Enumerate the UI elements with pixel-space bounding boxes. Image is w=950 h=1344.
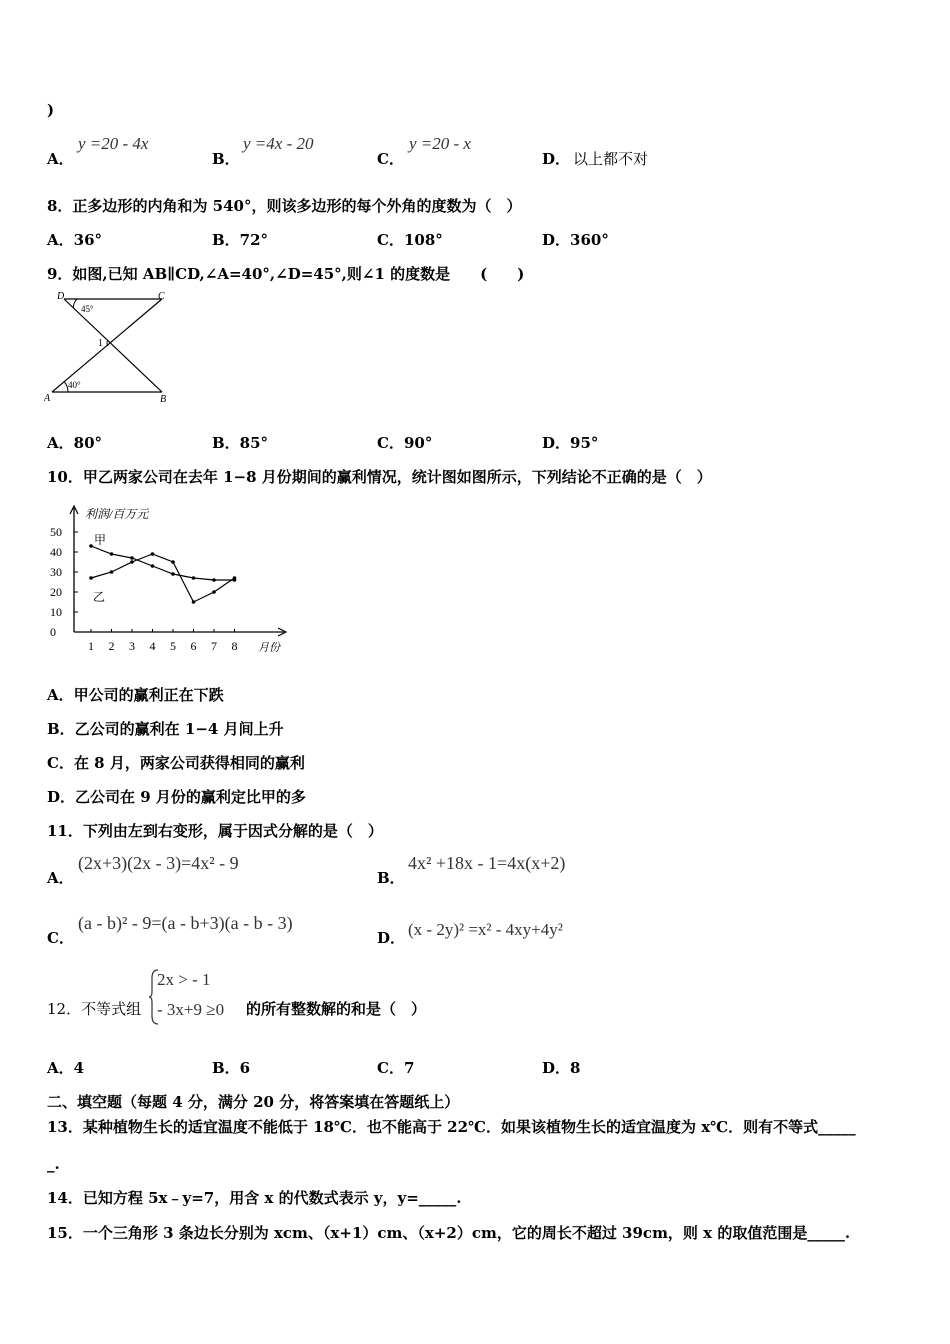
chart-xlabel: 月份 (258, 642, 280, 654)
label-d: D (57, 291, 65, 302)
q8-option-d: D．360° (542, 231, 609, 249)
series-jia-point (89, 544, 93, 548)
series-yi-point (171, 560, 175, 564)
y-tick-label: 0 (50, 625, 56, 639)
q12-line2: - 3x+9 ≥0 (157, 1000, 225, 1019)
q9-figure (44, 290, 174, 405)
q11-option-c-label: C． (47, 929, 74, 947)
chart-ylabel: 利润/百万元 (85, 507, 149, 521)
q7-option-a-label: A． (47, 150, 74, 168)
x-tick-label: 5 (170, 639, 176, 653)
q11-option-d-label: D． (377, 929, 406, 947)
series-jia-point (130, 556, 134, 560)
legend-yi: 乙 (93, 590, 106, 604)
q10-option-c: C．在 8 月，两家公司获得相同的赢利 (47, 754, 305, 772)
x-tick-label: 8 (231, 639, 238, 653)
series-yi-point (192, 600, 196, 604)
q12-prefix: 12．不等式组 (47, 1000, 142, 1018)
label-40: 40° (68, 380, 81, 390)
x-tick-label: 6 (190, 639, 197, 653)
q11-option-a-label: A． (47, 869, 74, 887)
q8-option-c: C．108° (377, 231, 443, 249)
q11-option-a-expr: (2x+3)(2x - 3)=4x² - 9 (78, 853, 239, 873)
q9-option-d: D．95° (542, 434, 599, 452)
segment-db (64, 299, 162, 392)
q11-stem: 11．下列由左到右变形，属于因式分解的是（ ） (47, 822, 383, 840)
q8-option-a: A．36° (47, 231, 103, 249)
q12-option-d: D．8 (542, 1059, 581, 1077)
series-jia-point (110, 552, 114, 556)
q10-stem: 10．甲乙两家公司在去年 1−8 月份期间的赢利情况，统计图如图所示，下列结论不正确的是（ ） (47, 468, 712, 486)
segment-ca (52, 299, 162, 392)
series-jia-point (171, 572, 175, 576)
series-jia-point (192, 576, 196, 580)
profit-line-chart (44, 500, 294, 660)
label-b: B (160, 394, 167, 405)
q15: 15．一个三角形 3 条边长分别为 xcm、（x+1）cm、（x+2）cm，它的周长不超过 39cm，则 x 的取值范围是_____. (47, 1224, 851, 1242)
series-yi-point (130, 560, 134, 564)
series-yi-line (91, 554, 235, 602)
y-tick-label: 50 (50, 525, 62, 539)
q7-option-c-label: C． (377, 150, 404, 168)
q14: 14．已知方程 5x﹣y=7，用含 x 的代数式表示 y，y=_____. (47, 1189, 462, 1207)
q9-stem: 9．如图,已知 AB∥CD,∠A=40°,∠D=45°,则∠1 的度数是 ( ) (47, 265, 525, 283)
x-tick-label: 7 (211, 639, 217, 653)
q11-option-c-expr: (a - b)² - 9=(a - b+3)(a - b - 3) (78, 913, 293, 933)
q12-option-b: B．6 (212, 1059, 251, 1077)
q10-option-d: D．乙公司在 9 月份的赢利定比甲的多 (47, 788, 306, 806)
series-yi-point (89, 576, 93, 580)
series-yi-point (233, 576, 237, 580)
q7-option-c-expr: y =20 - x (409, 134, 471, 153)
q8-stem: 8．正多边形的内角和为 540°，则该多边形的每个外角的度数为（ ） (47, 197, 522, 215)
q10-option-a: A．甲公司的赢利正在下跌 (47, 686, 224, 704)
q9-option-a: A．80° (47, 434, 103, 452)
legend-jia: 甲 (94, 533, 107, 547)
q13-line1: 13．某种植物生长的适宜温度不能低于 18℃．也不能高于 22℃．如果该植物生长的适宜温度为 x℃．则有不等式_____ (47, 1118, 856, 1136)
q9-option-c: C．90° (377, 434, 433, 452)
label-c: C (158, 291, 165, 302)
q12-suffix: 的所有整数解的和是（ ） (246, 1000, 427, 1018)
section-2-heading: 二、填空题（每题 4 分，满分 20 分，将答案填在答题纸上） (47, 1093, 460, 1111)
q11-option-b-label: B． (377, 869, 405, 887)
q12-option-c: C．7 (377, 1059, 415, 1077)
q7-paren: ) (47, 101, 55, 119)
q7-option-d-label: D． (542, 150, 571, 168)
x-tick-label: 2 (108, 639, 115, 653)
x-tick-label: 4 (149, 639, 156, 653)
series-yi-point (151, 552, 155, 556)
q9-option-b: B．85° (212, 434, 269, 452)
q12-option-a: A．4 (47, 1059, 85, 1077)
y-tick-label: 10 (50, 605, 62, 619)
x-tick-label: 3 (129, 639, 135, 653)
x-tick-label: 1 (88, 639, 94, 653)
label-angle-1: 1 (98, 338, 103, 349)
series-yi-point (212, 590, 216, 594)
label-a: A (44, 393, 51, 404)
q10-option-b: B．乙公司的赢利在 1−4 月间上升 (47, 720, 284, 738)
q13-line2: _. (47, 1155, 60, 1173)
y-tick-label: 20 (50, 585, 62, 599)
y-tick-label: 30 (50, 565, 62, 579)
series-jia-point (212, 578, 216, 582)
q11-option-d-expr: (x - 2y)² =x² - 4xy+4y² (408, 920, 563, 939)
q12-line1: 2x > - 1 (157, 970, 211, 989)
q7-option-d-text: 以上都不对 (573, 150, 649, 168)
q7-option-a-expr: y =20 - 4x (78, 134, 149, 153)
q7-option-b-label: B． (212, 150, 240, 168)
q11-option-b-expr: 4x² +18x - 1=4x(x+2) (408, 853, 566, 873)
series-jia-line (91, 546, 235, 580)
q8-option-b: B．72° (212, 231, 269, 249)
series-jia-point (151, 564, 155, 568)
y-tick-label: 40 (50, 545, 62, 559)
label-45: 45° (81, 304, 94, 314)
series-yi-point (110, 570, 114, 574)
q7-option-b-expr: y =4x - 20 (243, 134, 314, 153)
